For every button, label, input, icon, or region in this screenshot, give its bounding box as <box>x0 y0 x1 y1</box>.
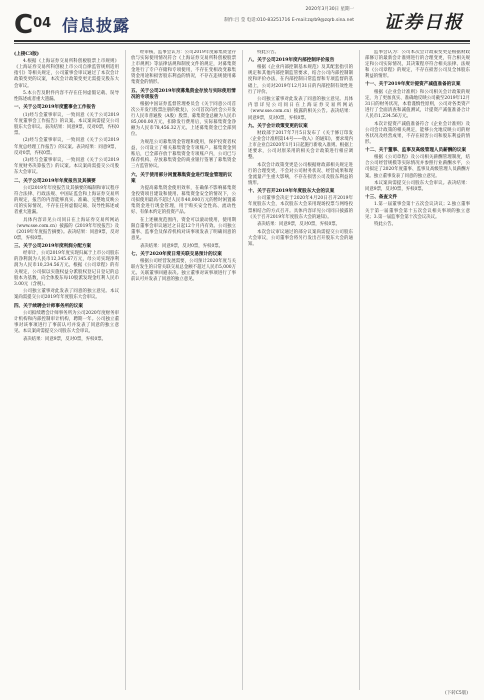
header-rule <box>14 40 470 42</box>
page-letter: C <box>14 10 33 40</box>
body-paragraph: 本次会议审议通过的部分议案尚需提交公司股东大会审议，公司董事会将另行发出召开股东大会的通知。 <box>248 229 353 248</box>
body-paragraph: 在上述额度范围内，资金可以滚动使用，使用期限自董事会审议通过之日起12个月内有效。公司独立董事、监事会及保荐机构对该事项发表了明确同意的意见。 <box>131 217 236 242</box>
body-paragraph: 公司独立董事对此发表了同意的独立意见。本议案尚需提交公司2019年年度股东大会审议。 <box>14 289 119 301</box>
issue-date: 2020年3月30日 星期一 <box>305 7 354 12</box>
body-paragraph: 为提高募集资金使用效率，在确保不影响募集资金投资项目建设和使用、募集资金安全的情况下，公司拟使用最高不超过人民币40,000万元的暂时闲置募集资金进行现金管理，用于购买安全性高、流动性好、有保本约定的投资产品。 <box>131 185 236 216</box>
section-heading: 八、关于公司2019年度内部控制评价报告 <box>248 58 335 64</box>
masthead <box>0 0 484 42</box>
section-heading: 十二、关于董事、监事及高级管理人员薪酬的议案 <box>365 148 467 154</box>
editor-line: 制作:吕 莹 电话:010-83251716 E-mail:zqrb9@zqrb.sina.net <box>224 18 354 23</box>
section-title: 信息披露 <box>62 16 131 35</box>
body-paragraph: 特此公告。 <box>257 50 279 55</box>
body-paragraph: 财政部于2017年7月5日发布了《关于修订印发〈企业会计准则第14号——收入〉的通知》，要求境内上市企业自2020年1月1日起施行新收入准则。根据上述要求，公司对原采用的相关会计政策进行相应调整。 <box>248 130 353 161</box>
newspaper-logo: 证券日报 <box>384 12 464 33</box>
page-number <box>14 10 51 40</box>
section-heading: 四、关于续聘会计师事务所的议案 <box>14 303 83 309</box>
body-paragraph: 经审计，公司2019年度实现归属于上市公司股东的净利润为人民币12,345.67万元，母公司实现净利润为人民币10,234.56万元。根据《公司章程》的有关规定，公司拟以实施权益分派股权登记日登记的总股本为基数，向全体股东每10股派发现金红利人民币3.00元（含税）。 <box>14 251 119 287</box>
body-paragraph: 根据公司经营发展需要，公司预计2020年度与关联方发生的日常关联交易总金额不超过人民币5,000万元。关联董事回避表决。独立董事对该事项进行了事前认可并发表了同意的独立意见。 <box>131 259 236 283</box>
section-heading: 七、关于2020年度日常关联交易预计的议案 <box>131 251 222 257</box>
body-paragraph: (2)经与会董事审议，一致同意《关于公司2019年度总经理工作报告》的议案。表决结果：同意9票，反对0票，弃权0票。 <box>14 138 119 156</box>
body-paragraph: 表决结果：同意9票，反对0票，弃权0票。 <box>257 222 341 228</box>
body-paragraph: 经审核，监事会认为：公司2019年度募集资金存放与实际使用情况符合《上海证券交易所科创板股票上市规则》等法律法规和制度文件的规定，对募集资金进行了专户存储和专项使用，不存在变相改变募集资金用途和损害股东利益的情况，不存在违规使用募集资金的情形。 <box>131 50 236 86</box>
body-paragraph: 根据《企业会计准则》和公司相关会计政策的规定，为了更加真实、准确地反映公司截至2019年12月31日的财务状况，本着谨慎性原则，公司对各类资产进行了全面清查和减值测试，计提资产减值准备合计人民币1,234.56万元。 <box>365 89 470 120</box>
section-heading: 五、关于公司2019年度募集资金存放与实际使用情况的专项报告 <box>131 88 236 100</box>
body-paragraph: 公司董事会决定于2020年4月20日召开2019年年度股东大会，本次股东大会采用现场投票与网络投票相结合的方式召开。具体内容详见公司同日披露的《关于召开2019年年度股东大会的通知》。 <box>248 196 353 220</box>
section-heading: 十三、备查文件 <box>365 195 398 201</box>
section-heading: 六、关于使用部分闲置募集资金进行现金管理的议案 <box>131 172 233 184</box>
body-paragraph: 监事会认为：公司本次会计政策变更是根据财政部修订的最新会计准则进行的合理变更，符合相关规定和公司实际情况，其决策程序符合相关法律、法规和《公司章程》的规定，不存在损害公司及全体股东利益的情形。 <box>365 50 470 80</box>
section-heading: 十一、关于2019年度计提资产减值准备的议案 <box>365 82 461 88</box>
continued-note: (下转C5版) <box>444 691 468 696</box>
body-paragraph: 表决结果：同意9票，反对0票，弃权0票。 <box>23 336 107 342</box>
text-column-3 <box>242 50 353 690</box>
body-paragraph: 本次计提资产减值准备符合《企业会计准则》及公司会计政策的相关规定，能够公允地反映公司的财务状况及经营成果，不存在损害公司和股东利益的情形。 <box>365 121 470 145</box>
body-paragraph: 表决结果：同意9票，反对0票，弃权0票。 <box>140 243 224 249</box>
body-paragraph: 本议案尚需提交公司股东大会审议。表决结果：同意9票，反对0票，弃权0票。 <box>365 181 470 193</box>
article-columns <box>14 50 470 690</box>
body-paragraph: 5.本公告及附件内容不存在任何虚假记载、误导性陈述或者重大遗漏。 <box>14 91 119 103</box>
section-heading: 三、关于公司2019年度利润分配方案 <box>14 244 92 250</box>
section-heading: 九、关于会计政策变更的议案 <box>248 123 308 129</box>
header-rule-thin <box>14 43 470 44</box>
body-paragraph: 根据中国证券监督管理委员会《关于同意公司首次公开发行股票注册的批复》，公司首次向社会公开发行人民币普通股（A股）股票，募集资金总额为人民币85,000.00万元，扣除发行费用后，实际募集资金净额为人民币78,456.32万元。上述募集资金已全部到位。 <box>131 101 236 138</box>
body-paragraph: 根据《公司章程》及公司相关薪酬管理制度，结合公司经营规模等实际情况并参照行业薪酬水平，公司拟定了2020年度董事、监事及高级管理人员薪酬方案。独立董事发表了同意的独立意见。 <box>365 155 470 179</box>
body-paragraph: 为规范公司募集资金管理和使用，保护投资者权益，公司设立了相关募集资金专项账户。募集资金到账后，已全部存放于募集资金专项账户内，公司已与保荐机构、存放募集资金的商业银行签署了募集资金三方监管协议。 <box>131 140 236 170</box>
section-heading: 十、关于召开2019年年度股东大会的议案 <box>248 189 335 195</box>
section-heading: 二、关于公司2019年年度报告及其摘要 <box>14 178 96 184</box>
text-column-4 <box>359 50 470 690</box>
body-paragraph: 4.根据《上海证券交易所科创板股票上市规则》《上海证券交易所科创板上市公司自律监管规则适用指引》等相关规定，公司董事会审议通过了本次会计政策变更的议案，本次会计政策变更无需提交股东大会审议。 <box>14 59 119 89</box>
body-paragraph: 公司独立董事对此发表了同意的独立意见。具体内容详见公司同日在上海证券交易所网站（www.sse.com.cn）披露的相关公告。表决结果：同意9票，反对0票，弃权0票。 <box>248 97 353 121</box>
body-paragraph: 1.第一届董事会第十五次会议决议；2.独立董事关于第一届董事会第十五次会议相关事项的独立意见；3.第一届监事会第十次会议决议。 <box>365 202 470 220</box>
text-column-2 <box>125 50 236 690</box>
body-paragraph: 本次会计政策变更是公司根据财政部相关规定进行的合理变更，不会对公司财务状况、经营成果和现金流量产生重大影响，不存在损害公司及股东利益的情形。 <box>248 162 353 187</box>
page-digits: 04 <box>33 16 52 31</box>
body-paragraph: 具体内容详见公司同日在上海证券交易所网站（www.sse.com.cn）披露的《2019年年度报告》及《2019年年度报告摘要》。表决结果：同意9票，反对0票，弃权0票。 <box>14 217 119 241</box>
body-paragraph: 特此公告。 <box>374 222 396 228</box>
section-heading: 一、关于公司2019年度董事会工作报告 <box>14 105 96 111</box>
body-paragraph: (3)经与会董事审议，一致同意《关于公司2019年度财务决算报告》的议案。本议案尚需提交公司股东大会审议。 <box>14 158 119 176</box>
text-column-1 <box>14 50 119 690</box>
body-paragraph: 根据《企业内部控制基本规范》及其配套指引的规定和其他内部控制监管要求，结合公司内部控制制度和评价办法，在内部控制日常监督和专项监督的基础上，公司对2019年12月31日的内部控制有效性进行了评价。 <box>248 65 353 95</box>
body-paragraph: 公司拟续聘会计师事务所为公司2020年度财务审计机构和内部控制审计机构，聘期一年。公司独立董事对该事项进行了事前认可并发表了同意的独立意见。本议案尚需提交公司股东大会审议。 <box>14 310 119 334</box>
body-paragraph: (1)经与会董事审议，一致同意《关于公司2019年度董事会工作报告》的议案。本议案尚需提交公司股东大会审议。表决结果：同意9票，反对0票，弃权0票。 <box>14 112 119 136</box>
body-paragraph: 公司2019年年度报告及其摘要的编制和审议程序符合法律、行政法规、中国证监会和上海证券交易所的规定，报告的内容能够真实、准确、完整地反映公司的实际情况，不存在任何虚假记载、误导性陈述或者重大遗漏。 <box>14 185 119 216</box>
section-heading: (上接C3版) <box>14 52 39 57</box>
